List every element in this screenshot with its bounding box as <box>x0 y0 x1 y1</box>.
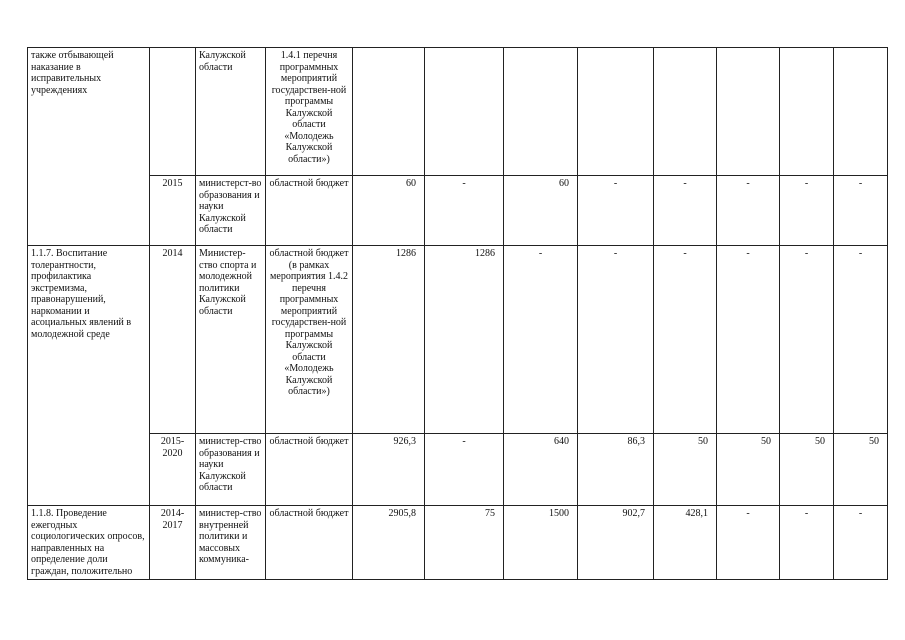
value-2020-cell: - <box>834 506 888 580</box>
source-cell: областной бюджет <box>266 434 353 506</box>
value-2019-cell <box>780 48 834 176</box>
value-2017-cell: - <box>654 246 717 434</box>
value-2020-cell <box>834 48 888 176</box>
value-2014-cell: - <box>425 434 504 506</box>
value-2015-cell: - <box>504 246 578 434</box>
value-2018-cell: - <box>717 246 780 434</box>
value-2020-cell: 50 <box>834 434 888 506</box>
executor-cell: министер-ство внутренней политики и массовых коммуника- <box>196 506 266 580</box>
table-row <box>28 48 888 176</box>
executor-cell: министер-ство образования и науки Калужской области <box>196 434 266 506</box>
executor-cell: Калужской области <box>196 48 266 176</box>
value-2016-cell: - <box>578 176 654 246</box>
year-cell: 2015-2020 <box>150 434 196 506</box>
value-2016-cell: 86,3 <box>578 434 654 506</box>
executor-cell: Министер-ство спорта и молодежной политики Калужской области <box>196 246 266 434</box>
total-cell: 1286 <box>353 246 425 434</box>
value-2015-cell: 60 <box>504 176 578 246</box>
total-cell: 60 <box>353 176 425 246</box>
program-table <box>27 47 888 580</box>
value-2016-cell <box>578 48 654 176</box>
total-cell: 2905,8 <box>353 506 425 580</box>
value-2020-cell: - <box>834 246 888 434</box>
executor-cell: министерст-во образования и науки Калужской области <box>196 176 266 246</box>
year-cell <box>150 48 196 176</box>
table-row <box>28 246 888 434</box>
value-2014-cell <box>425 48 504 176</box>
value-2017-cell: - <box>654 176 717 246</box>
task-cell: 1.1.8. Проведение ежегодных социологических опросов, направленных на определение доли граждан, положительно <box>28 506 150 580</box>
table-row <box>28 434 888 506</box>
value-2014-cell: 1286 <box>425 246 504 434</box>
year-cell: 2015 <box>150 176 196 246</box>
table-row <box>28 506 888 580</box>
value-2018-cell: - <box>717 506 780 580</box>
value-2018-cell: - <box>717 176 780 246</box>
year-cell: 2014 <box>150 246 196 434</box>
table-row <box>28 176 888 246</box>
total-cell <box>353 48 425 176</box>
total-cell: 926,3 <box>353 434 425 506</box>
value-2019-cell: - <box>780 176 834 246</box>
value-2017-cell: 50 <box>654 434 717 506</box>
value-2015-cell: 640 <box>504 434 578 506</box>
value-2016-cell: 902,7 <box>578 506 654 580</box>
value-2019-cell: - <box>780 246 834 434</box>
source-cell: областной бюджет (в рамках мероприятия 1.4.2 перечня программных мероприятий государствен-ной программы Калужской области «Молодежь Калужской области») <box>266 246 353 434</box>
value-2018-cell <box>717 48 780 176</box>
year-cell: 2014-2017 <box>150 506 196 580</box>
value-2014-cell: - <box>425 176 504 246</box>
value-2016-cell: - <box>578 246 654 434</box>
value-2015-cell: 1500 <box>504 506 578 580</box>
task-cell: также отбывающей наказание в исправительных учреждениях <box>28 48 150 246</box>
source-cell: областной бюджет <box>266 176 353 246</box>
task-cell: 1.1.7. Воспитание толерантности, профилактика экстремизма, правонарушений, наркомании и асоциальных явлений в молодежной среде <box>28 246 150 506</box>
value-2020-cell: - <box>834 176 888 246</box>
value-2015-cell <box>504 48 578 176</box>
source-cell: 1.4.1 перечня программных мероприятий государствен-ной программы Калужской области «Молодежь Калужской области») <box>266 48 353 176</box>
value-2019-cell: - <box>780 506 834 580</box>
value-2017-cell <box>654 48 717 176</box>
value-2019-cell: 50 <box>780 434 834 506</box>
value-2018-cell: 50 <box>717 434 780 506</box>
source-cell: областной бюджет <box>266 506 353 580</box>
value-2014-cell: 75 <box>425 506 504 580</box>
value-2017-cell: 428,1 <box>654 506 717 580</box>
